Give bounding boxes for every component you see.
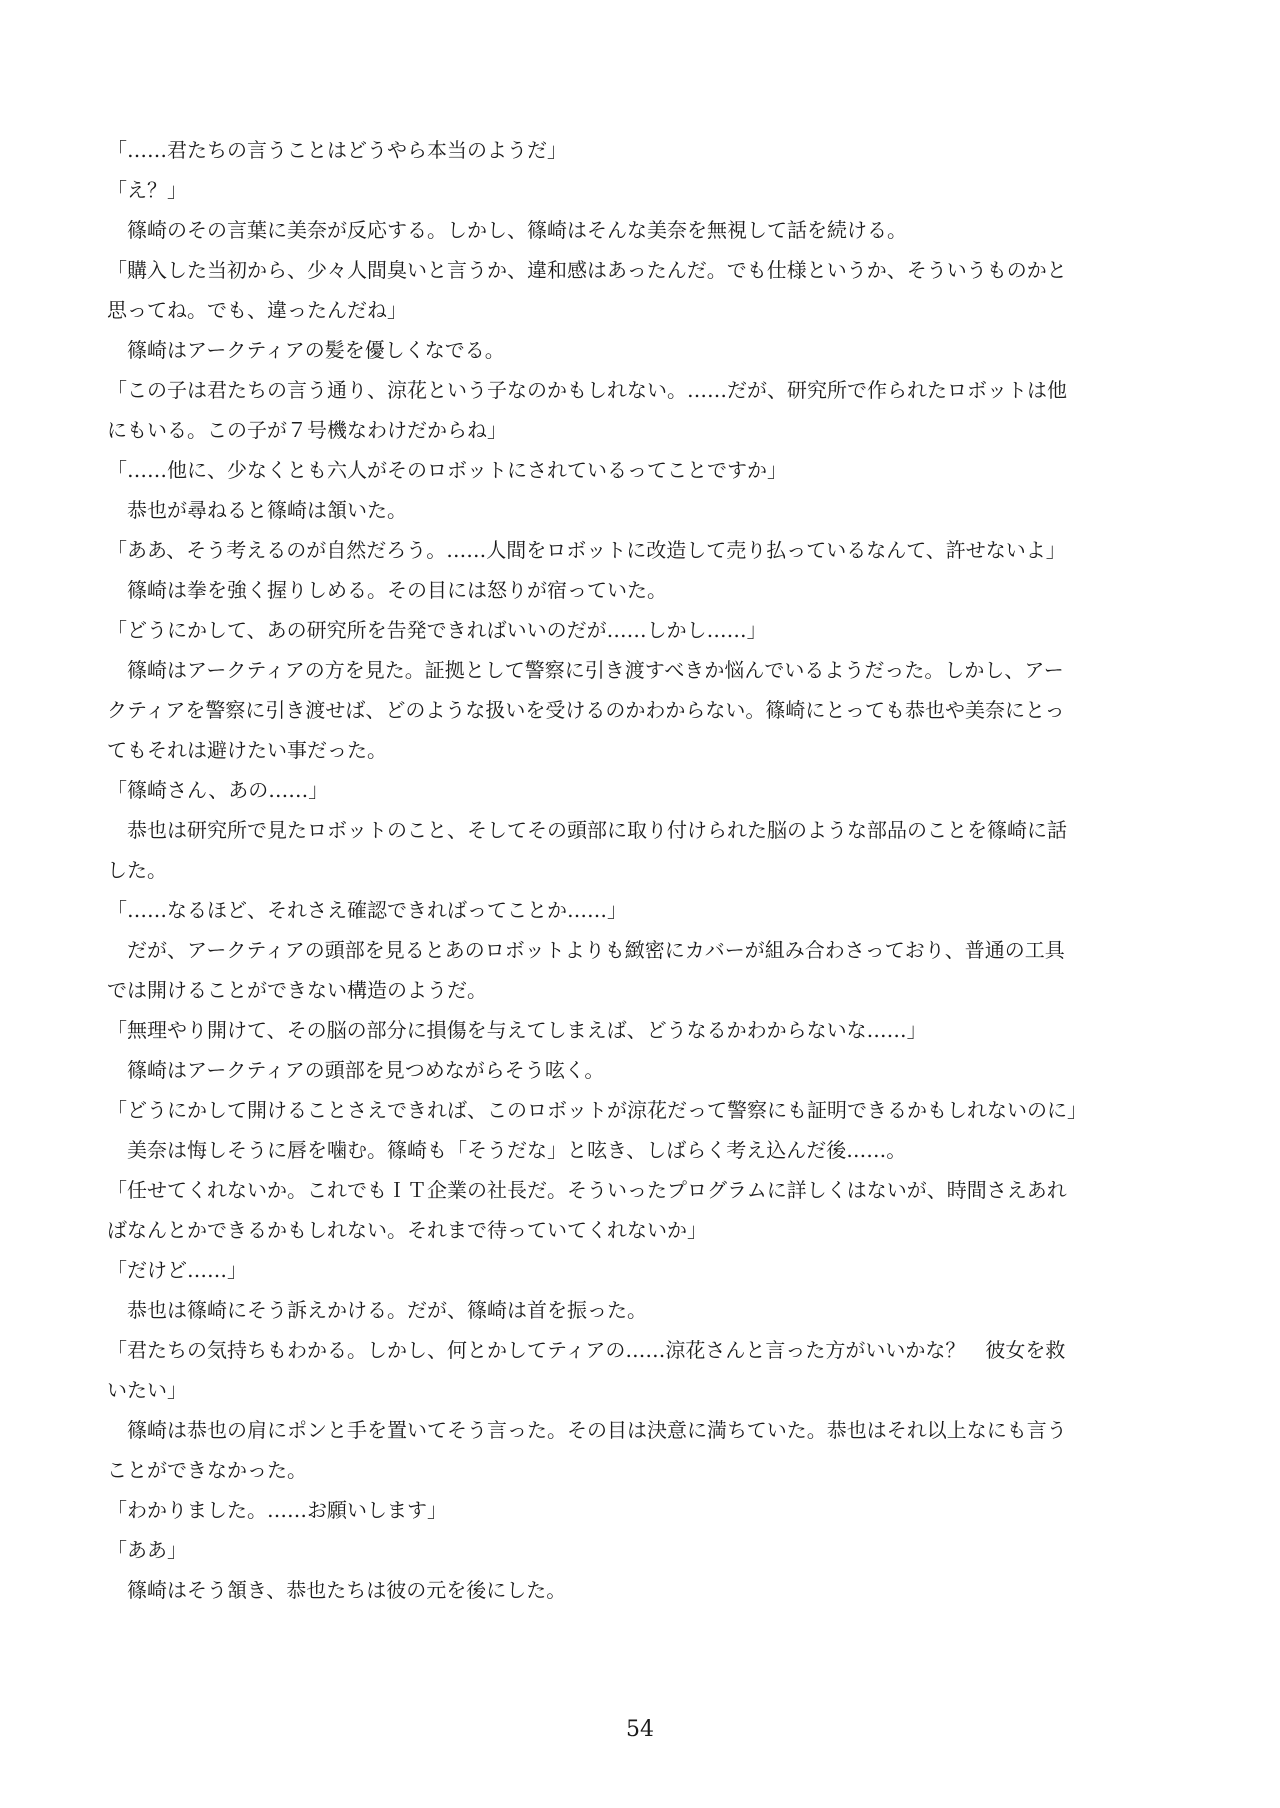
text-line: 「この子は君たちの言う通り、涼花という子なのかもしれない。……だが、研究所で作られたロボットは他 bbox=[107, 378, 1067, 402]
text-line: 「だけど……」 bbox=[107, 1258, 247, 1282]
text-line: 「無理やり開けて、その脳の部分に損傷を与えてしまえば、どうなるかわからないな……」 bbox=[107, 1018, 927, 1042]
text-line: クティアを警察に引き渡せば、どのような扱いを受けるのかわからない。篠崎にとっても恭也や美奈にとっ bbox=[107, 698, 1065, 722]
text-line: 「わかりました。……お願いします」 bbox=[107, 1498, 447, 1522]
text-line: した。 bbox=[107, 858, 167, 882]
text-line: 「任せてくれないか。これでもＩＴ企業の社長だ。そういったプログラムに詳しくはないが、時間さえあれ bbox=[107, 1178, 1067, 1202]
text-line: 「どうにかして開けることさえできれば、このロボットが涼花だって警察にも証明できるかもしれないのに」 bbox=[107, 1098, 1087, 1122]
text-line: にもいる。この子が７号機なわけだからね」 bbox=[107, 418, 507, 442]
text-line: 「ああ、そう考えるのが自然だろう。……人間をロボットに改造して売り払っているなんて、許せないよ」 bbox=[107, 538, 1066, 562]
text-line: てもそれは避けたい事だった。 bbox=[107, 738, 387, 762]
text-line: 篠崎は恭也の肩にポンと手を置いてそう言った。その目は決意に満ちていた。恭也はそれ以上なにも言う bbox=[107, 1418, 1067, 1442]
text-line: だが、アークティアの頭部を見るとあのロボットよりも緻密にカバーが組み合わさっており、普通の工具 bbox=[107, 938, 1065, 962]
text-line: 「……他に、少なくとも六人がそのロボットにされているってことですか」 bbox=[107, 458, 787, 482]
text-line: 篠崎のその言葉に美奈が反応する。しかし、篠崎はそんな美奈を無視して話を続ける。 bbox=[107, 218, 907, 242]
text-line: 思ってね。でも、違ったんだね」 bbox=[107, 298, 407, 322]
text-line: 「……君たちの言うことはどうやら本当のようだ」 bbox=[107, 138, 567, 162]
text-line: いたい」 bbox=[107, 1378, 187, 1402]
body-text bbox=[107, 130, 1177, 1610]
text-line: 「購入した当初から、少々人間臭いと言うか、違和感はあったんだ。でも仕様というか、そういうものかと bbox=[107, 258, 1067, 282]
text-line: 篠崎は拳を強く握りしめる。その目には怒りが宿っていた。 bbox=[107, 578, 667, 602]
text-line: 「篠崎さん、あの……」 bbox=[107, 778, 329, 802]
text-line: 「……なるほど、それさえ確認できればってことか……」 bbox=[107, 898, 627, 922]
text-line: 篠崎はアークティアの髪を優しくなでる。 bbox=[107, 338, 505, 362]
text-line: ばなんとかできるかもしれない。それまで待っていてくれないか」 bbox=[107, 1218, 707, 1242]
text-line: 「え？」 bbox=[107, 178, 187, 202]
page-number: 54 bbox=[626, 1717, 654, 1742]
text-line: 篠崎はそう頷き、恭也たちは彼の元を後にした。 bbox=[107, 1578, 567, 1602]
text-line: ことができなかった。 bbox=[107, 1458, 307, 1482]
text-line: 「君たちの気持ちもわかる。しかし、何とかしてティアの……涼花さんと言った方がいいかな？ 彼女を救 bbox=[107, 1338, 1066, 1362]
text-line: 篠崎はアークティアの頭部を見つめながらそう呟く。 bbox=[107, 1058, 605, 1082]
text-line: 恭也は篠崎にそう訴えかける。だが、篠崎は首を振った。 bbox=[107, 1298, 647, 1322]
text-line: では開けることができない構造のようだ。 bbox=[107, 978, 487, 1002]
text-line: 美奈は悔しそうに唇を噛む。篠崎も「そうだな」と呟き、しばらく考え込んだ後……。 bbox=[107, 1138, 907, 1162]
text-line: 恭也が尋ねると篠崎は頷いた。 bbox=[107, 498, 407, 522]
text-line: 篠崎はアークティアの方を見た。証拠として警察に引き渡すべきか悩んでいるようだった。しかし、アー bbox=[107, 658, 1064, 682]
text-line: 恭也は研究所で見たロボットのこと、そしてその頭部に取り付けられた脳のような部品のことを篠崎に話 bbox=[107, 818, 1067, 842]
text-line: 「どうにかして、あの研究所を告発できればいいのだが……しかし……」 bbox=[107, 618, 767, 642]
text-line: 「ああ」 bbox=[107, 1538, 187, 1562]
